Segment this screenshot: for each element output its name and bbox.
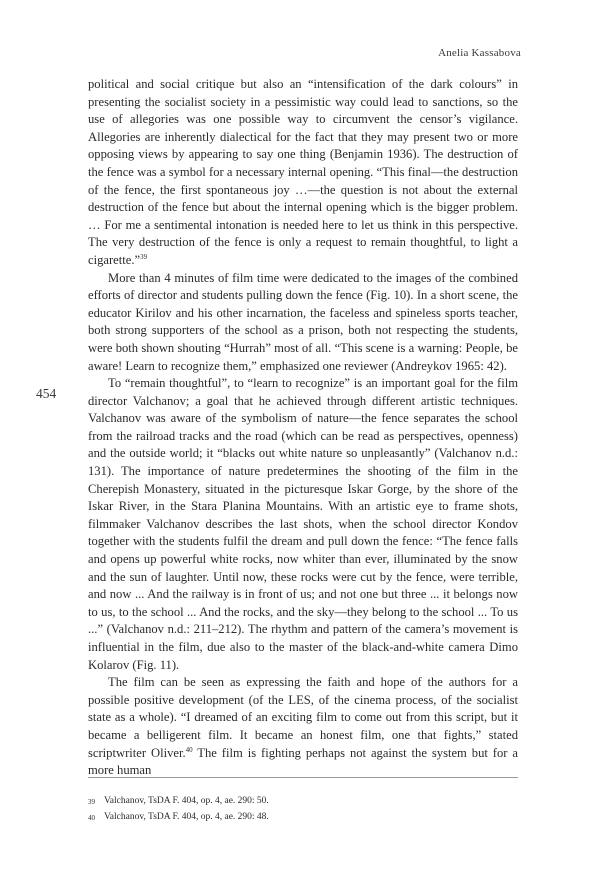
paragraph-text-continued: The film is fighting perhaps not against the system but for a more human (88, 745, 518, 778)
paragraph-3 (88, 375, 518, 674)
footnote-text: Valchanov, TsDA F. 404, op. 4, ae. 290: 48. (104, 812, 269, 822)
paragraph-1 (88, 76, 518, 270)
footnote-divider (88, 777, 518, 778)
footnote-text: Valchanov, TsDA F. 404, op. 4, ae. 290: 50. (104, 796, 269, 806)
footnote-mark: 40 (88, 814, 95, 822)
page-number: 454 (36, 386, 57, 401)
paragraph-text: To “remain thoughtful”, to “learn to recognize” is an important goal for the film director Valchanov; a goal that he achieved through different artistic techniques. Valchanov was aware of the symbolism of nature—the fence separates the school from the railroad tracks and the road (which can be read as perspectives, openness) and the outside world; it “blacks out white nature so unpleasantly” (Valchanov n.d.: 131). The importance of nature predetermines the shooting of the film in the Cherepish Monastery, situated in the picturesque Iskar Gorge, by the shore of the Iskar River, in the Stara Planina Mountains. With an artistic eye to frame shots, filmmaker Valchanov describes the last shots, when the school director Kondov together with the students fulfil the dream and pull down the fence: “The fence falls and opens up powerful white rocks, now whiter than ever, illuminated by the snow and the sun of laughter. Until now, these rocks were cut by the fence, were terrible, and now ... And the railway is in front of us; and not one but three ... it belongs now to us, to the school ... And the rocks, and the sky—they belong to the school ... To us ...” (Valchanov n.d.: 211–212). The rhythm and pattern of the camera’s movement is influential in the film, due also to the master of the black-and-white camera Dimo Kolarov (Fig. 11). (88, 376, 518, 672)
footnote-40 (88, 810, 518, 826)
main-text (88, 76, 518, 780)
footnote-reference[interactable]: 40 (185, 745, 193, 754)
running-head: Anelia Kassabova (438, 47, 521, 59)
footnotes (88, 794, 518, 826)
paragraph-text: political and social critique but also an “intensification of the dark colours” in presenting the socialist society in a pessimistic way could lead to sanctions, so the use of allegories was one possible way to circumvent the censor’s vigilance. Allegories are inherently dialectical for the fact that they may present two or more opposing views by appearing to say one thing (Benjamin 1936). The destruction of the fence was a symbol for a necessary internal opening. “This final—the destruction of the fence, the first spontaneous joy …—the question is not about the external destruction of the fence but about the internal opening which is the bigger problem. … For me a sentimental intonation is needed here to let us think in this perspective. The very destruction of the fence is only a request to remain thoughtful, to light a cigarette.” (88, 77, 518, 267)
footnote-39 (88, 794, 518, 810)
paragraph-4 (88, 674, 518, 780)
footnote-mark: 39 (88, 798, 95, 806)
paragraph-2 (88, 270, 518, 376)
paragraph-text: More than 4 minutes of film time were dedicated to the images of the combined efforts of director and students pulling down the fence (Fig. 10). In a short scene, the educator Kirilov and his other incarnation, the faceless and spineless sports teacher, both strong supporters of the school as a prison, both not respecting the students, were both shown shouting “Hurrah” most of all. “This scene is a warning: People, be aware! Learn to recognize them,” emphasized one reviewer (Andreykov 1965: 42). (88, 270, 518, 373)
footnote-reference[interactable]: 39 (140, 252, 148, 261)
paragraph-text: The film can be seen as expressing the faith and hope of the authors for a possible positive development (of the LES, of the cinema process, of the socialist state as a whole). “I dreamed of an exciting film to come out from this script, but it became a belligerent film. It became an honest film, one that fights,” stated scriptwriter Oliver. (88, 675, 518, 760)
